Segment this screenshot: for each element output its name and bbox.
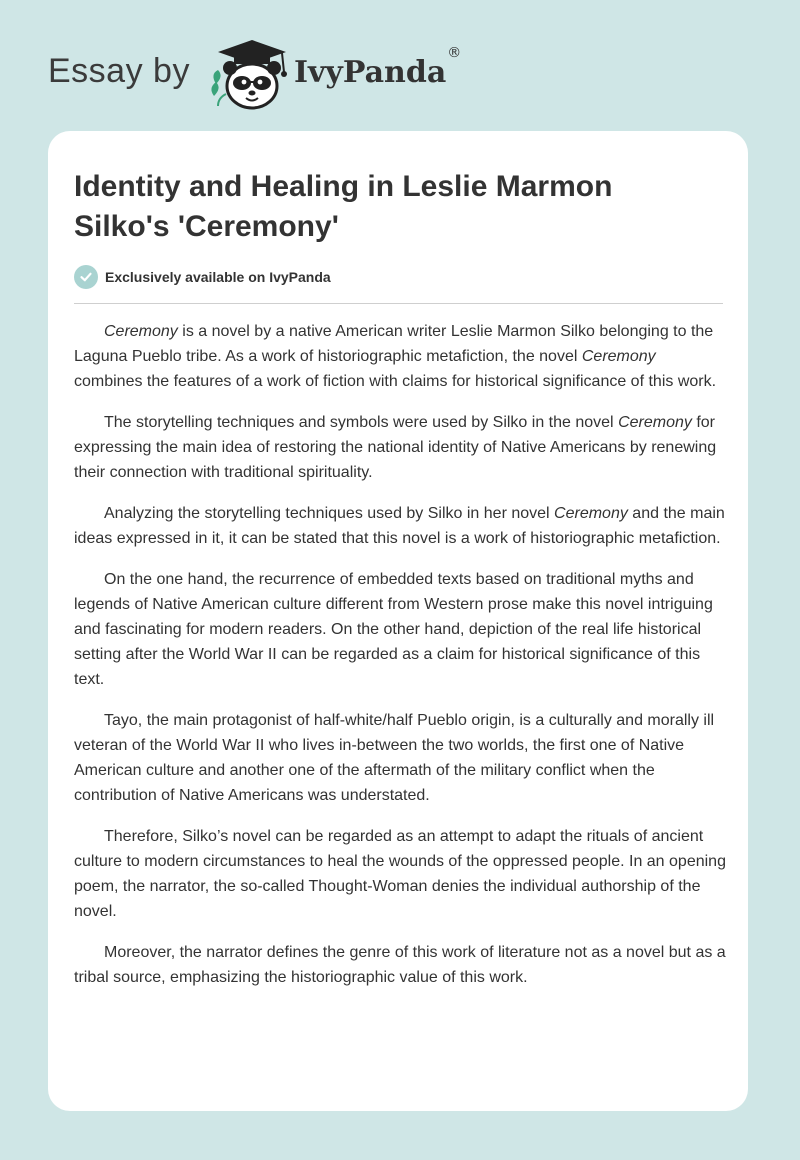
essay-paragraph (74, 567, 726, 692)
essay-card (48, 131, 748, 1111)
essay-paragraph (74, 824, 726, 924)
essay-paragraph (74, 940, 726, 990)
essay-paragraph (74, 708, 726, 808)
book-title-italic: Ceremony (581, 348, 656, 365)
essay-by-label: Essay by (48, 51, 190, 90)
exclusive-badge (74, 265, 331, 289)
essay-paragraph (74, 410, 726, 485)
essay-body (74, 319, 726, 1006)
book-title-italic: Ceremony (618, 414, 692, 431)
essay-title: Identity and Healing in Leslie Marmon Silko's 'Ceremony' (74, 170, 613, 243)
paragraph-text: combines the features of a work of fiction with claims for historical significance of this work. (74, 373, 717, 390)
essay-paragraph (74, 319, 726, 394)
site-header (48, 34, 461, 114)
paragraph-text: Tayo, the main protagonist of half-white/half Pueblo origin, is a culturally and morally ill veteran of the World War II who lives in-between the two worlds, the first one of Native American culture and another one of the aftermath of the military conflict when the contribution of Native Americans was understated. (74, 712, 715, 804)
book-title-italic: Ceremony (554, 505, 628, 522)
essay-paragraph (74, 501, 726, 551)
brand-name[interactable] (293, 44, 462, 90)
paragraph-text: The storytelling techniques and symbols were used by Silko in the novel (104, 414, 619, 431)
paragraph-text: for expressing the main idea of restoring the national identity of Native Americans by renewing their connection with traditional spirituality. (74, 414, 717, 481)
paragraph-text: Analyzing the storytelling techniques used by Silko in her novel (104, 505, 555, 522)
paragraph-text: Therefore, Silko’s novel can be regarded as an attempt to adapt the rituals of ancient culture to modern circumstances to heal the wounds of the oppressed people. In an opening poem, the narrator, the so-called Thought-Woman denies the individual authorship of the novel. (74, 828, 726, 920)
divider (74, 303, 723, 304)
registered-mark: ® (447, 44, 462, 61)
checkmark-icon (74, 265, 98, 289)
exclusive-badge-text: Exclusively available on IvyPanda (105, 269, 331, 285)
paragraph-text: is a novel by a native American writer Leslie Marmon Silko belonging to the Laguna Pueblo tribe. As a work of historiographic metafiction, the novel (74, 323, 714, 365)
panda-logo-icon[interactable] (204, 34, 292, 114)
paragraph-text: On the one hand, the recurrence of embedded texts based on traditional myths and legends of Native American culture different from Western prose make this novel intriguing and fascinating for modern readers. On the other hand, depiction of the real life historical setting after the World War II can be regarded as a claim for historical significance of this text. (74, 571, 713, 688)
paragraph-text: Moreover, the narrator defines the genre of this work of literature not as a novel but as a tribal source, emphasizing the historiographic value of this work. (74, 944, 726, 986)
brand-name-text: IvyPanda (293, 54, 447, 90)
paragraph-text: and the main ideas expressed in it, it can be stated that this novel is a work of historiographic metafiction. (74, 505, 725, 547)
book-title-italic: Ceremony (104, 323, 178, 340)
